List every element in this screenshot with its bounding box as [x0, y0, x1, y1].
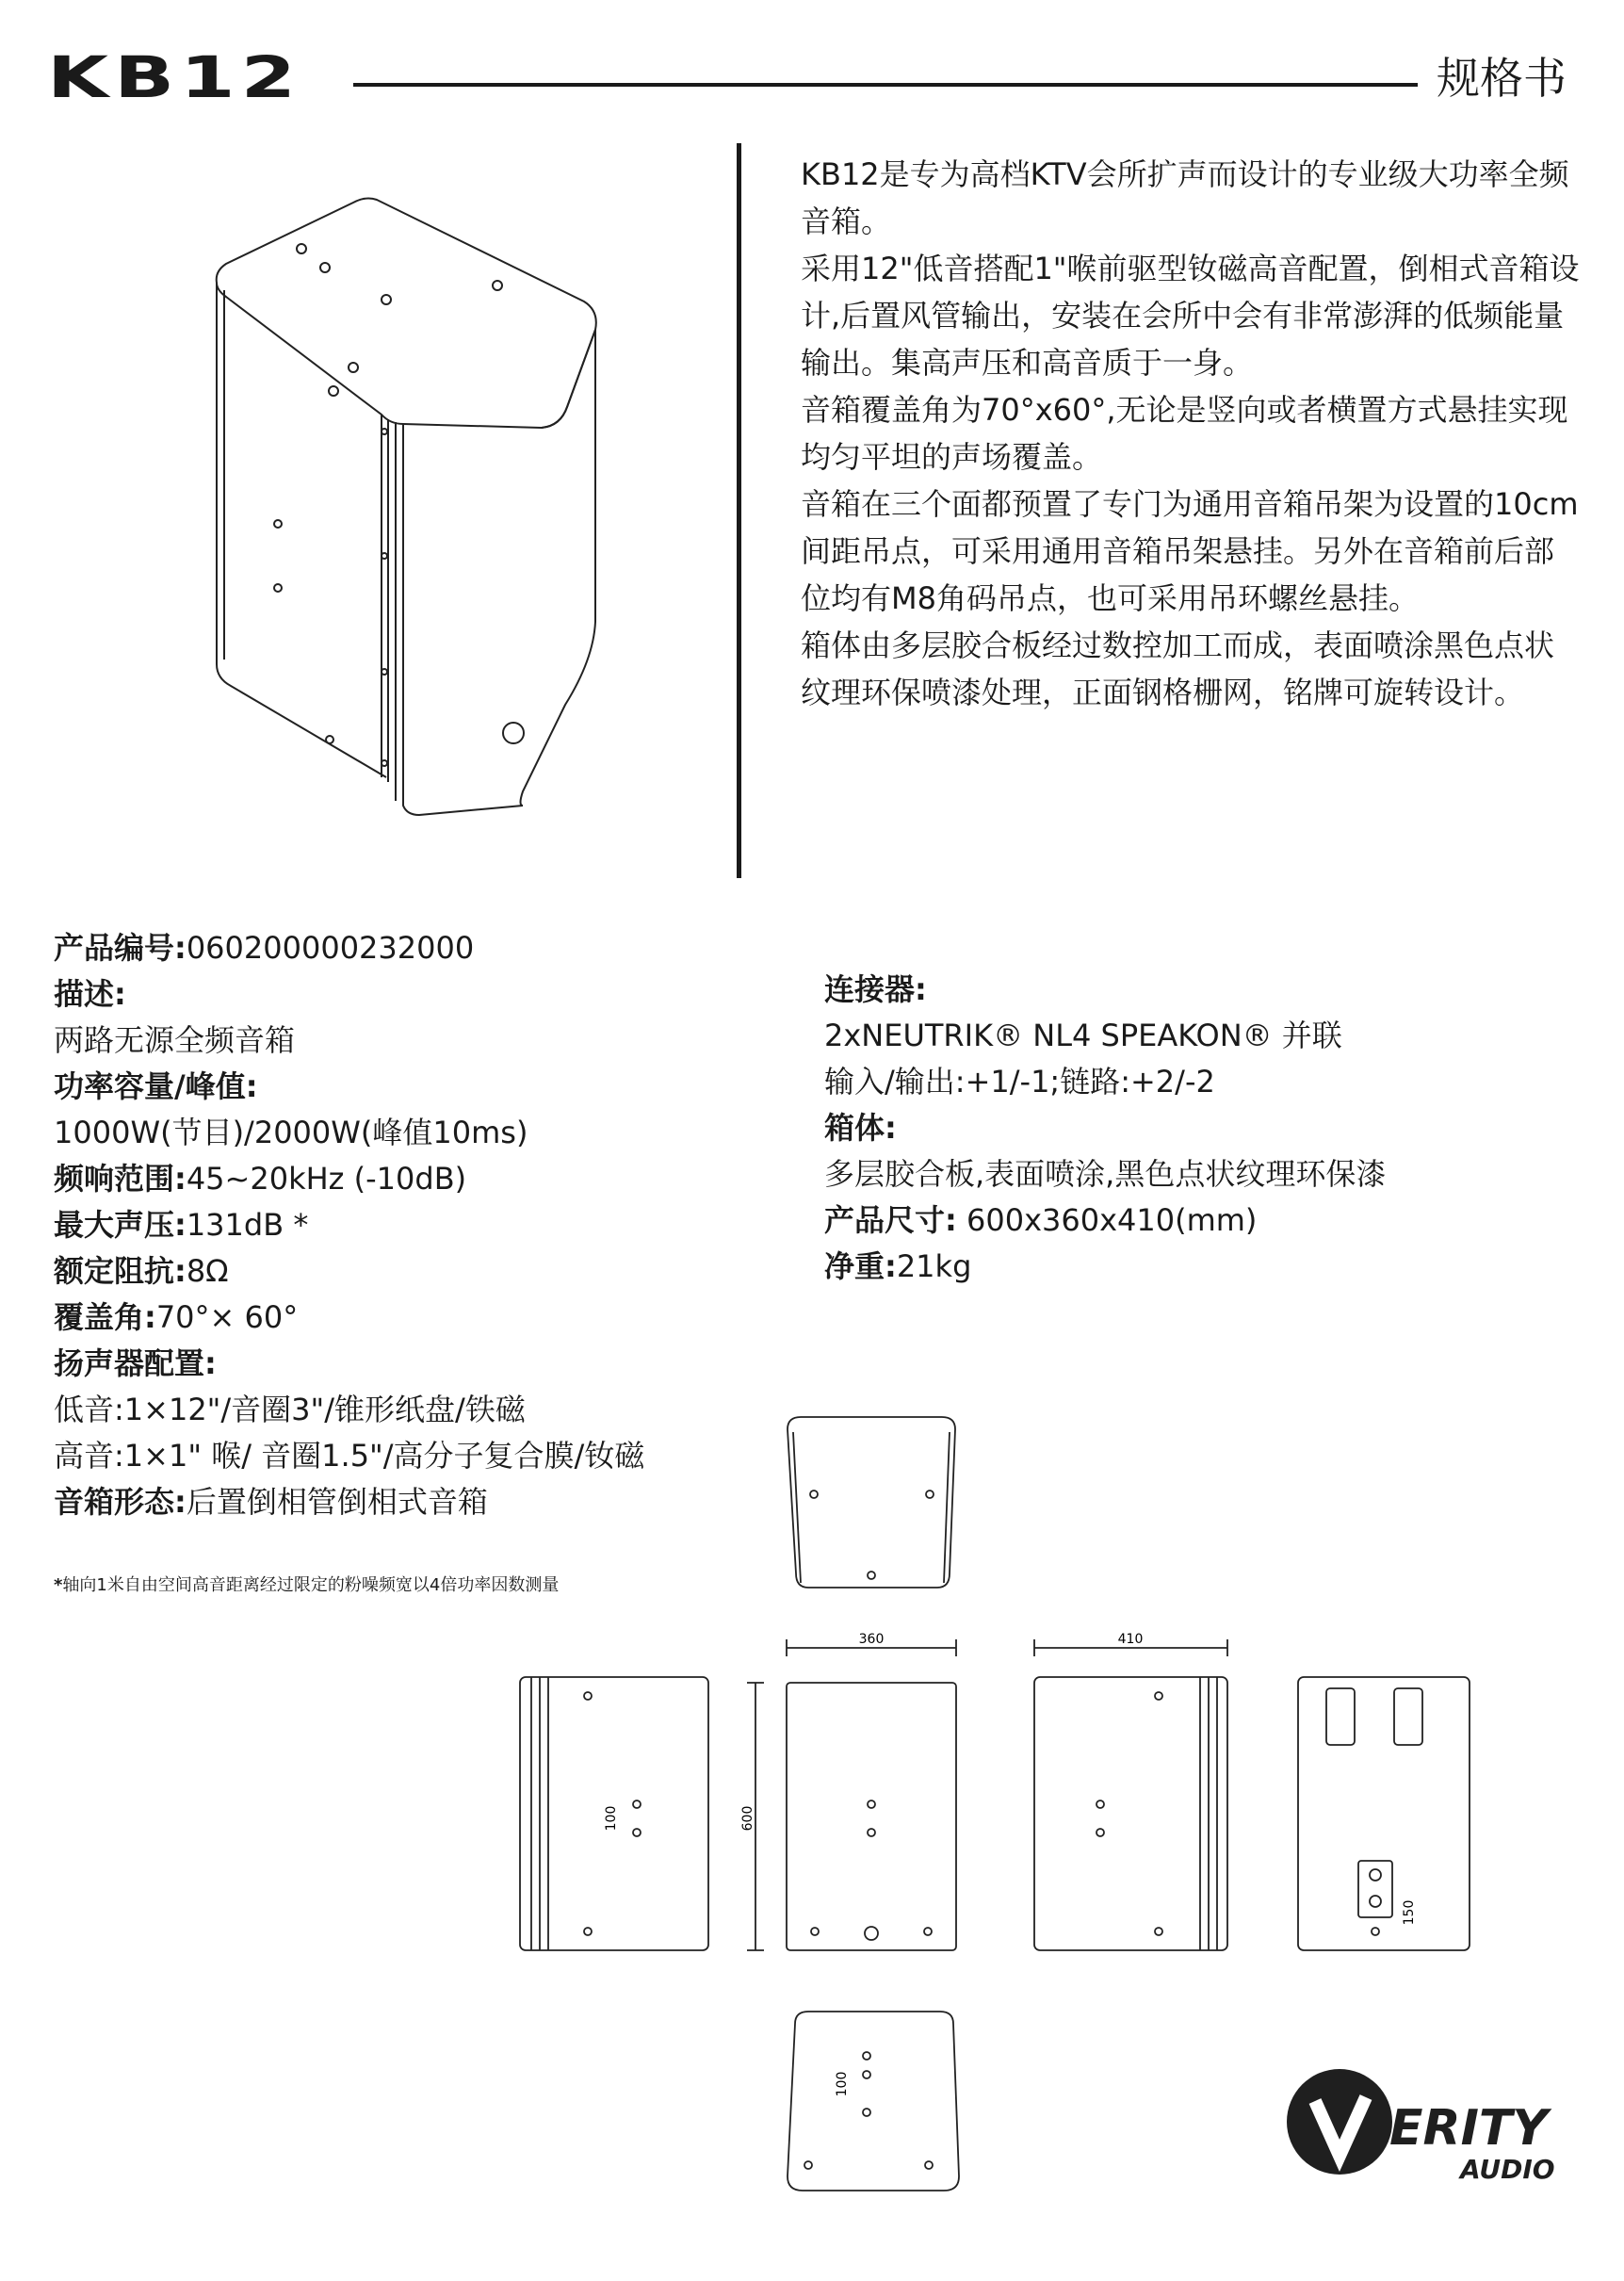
footnote: *轴向1米自由空间高音距离经过限定的粉噪频宽以4倍功率因数测量: [54, 1575, 560, 1595]
verity-audio-logo: [1281, 2063, 1583, 2205]
spec-row: 高音:1×1" 喉/ 音圈1.5"/高分子复合膜/钕磁: [54, 1438, 645, 1474]
description-paragraph: 箱体由多层胶合板经过数控加工而成，表面喷涂黑色点状纹理环保喷漆处理，正面钢格栅网，铭牌可旋转设计。: [801, 627, 1555, 710]
spec-row: 连接器:: [824, 971, 927, 1007]
spec-row: 描述:: [54, 976, 126, 1012]
spec-row: 1000W(节目)/2000W(峰值10ms): [54, 1115, 528, 1150]
spec-row: 箱体:: [824, 1110, 897, 1146]
spec-row: 两路无源全频音箱: [54, 1022, 296, 1058]
spec-row: 额定阻抗:8Ω: [54, 1253, 229, 1289]
dim-height: 600: [740, 1805, 755, 1832]
logo-wordmark: ERITY: [1389, 2100, 1549, 2157]
side-view-right: [1034, 1677, 1227, 1950]
spec-row: 最大声压:131dB *: [54, 1207, 309, 1243]
dim-width: 360: [858, 1632, 885, 1647]
speaker-perspective-drawing: [188, 188, 631, 829]
back-view: [1298, 1677, 1470, 1950]
dim-depth: 410: [1117, 1632, 1144, 1647]
bottom-view: [788, 2012, 959, 2191]
spec-row: 净重:21kg: [824, 1248, 972, 1284]
dim-connector: 150: [1402, 1899, 1417, 1926]
spec-row: 功率容量/峰值:: [54, 1068, 258, 1104]
spec-row: 扬声器配置:: [54, 1345, 217, 1381]
spec-row: 频响范围:45~20kHz (-10dB): [54, 1161, 467, 1197]
spec-row: 覆盖角:70°× 60°: [54, 1299, 299, 1335]
doc-type-label: 规格书: [1437, 53, 1567, 104]
front-view: [787, 1683, 956, 1950]
spec-row: 低音:1×12"/音圈3"/锥形纸盘/铁磁: [54, 1392, 526, 1427]
logo-sub: AUDIO: [1460, 2154, 1555, 2185]
spec-row: 产品编号:060200000232000: [54, 930, 475, 966]
dim-rigging-bottom: 100: [835, 2071, 850, 2097]
product-description: [801, 151, 1583, 716]
description-paragraph: 音箱在三个面都预置了专门为通用音箱吊架为设置的10cm间距吊点，可采用通用音箱吊架悬挂。另外在音箱前后部位均有M8角码吊点，也可采用吊环螺丝悬挂。: [801, 486, 1579, 616]
model-title: KB12: [47, 43, 302, 111]
vertical-divider: [737, 143, 741, 878]
header-rule: [353, 83, 1418, 87]
dim-rigging-side: 100: [604, 1805, 619, 1832]
spec-row: 产品尺寸: 600x360x410(mm): [824, 1202, 1258, 1238]
spec-row: 2xNEUTRIK® NL4 SPEAKON® 并联: [824, 1018, 1342, 1053]
top-view: [788, 1417, 955, 1588]
description-paragraph: KB12是专为高档KTV会所扩声而设计的专业级大功率全频音箱。: [801, 156, 1569, 239]
specs-right: [824, 967, 1386, 1290]
spec-row: 输入/输出:+1/-1;链路:+2/-2: [824, 1064, 1215, 1100]
description-paragraph: 音箱覆盖角为70°x60°,无论是竖向或者横置方式悬挂实现均匀平坦的声场覆盖。: [801, 392, 1568, 475]
description-paragraph: 采用12"低音搭配1"喉前驱型钕磁高音配置，倒相式音箱设计,后置风管输出，安装在会所中会有非常澎湃的低频能量输出。集高声压和高音质于一身。: [801, 251, 1580, 381]
spec-row: 多层胶合板,表面喷涂,黑色点状纹理环保漆: [824, 1156, 1387, 1192]
spec-row: 音箱形态:后置倒相管倒相式音箱: [54, 1484, 488, 1520]
